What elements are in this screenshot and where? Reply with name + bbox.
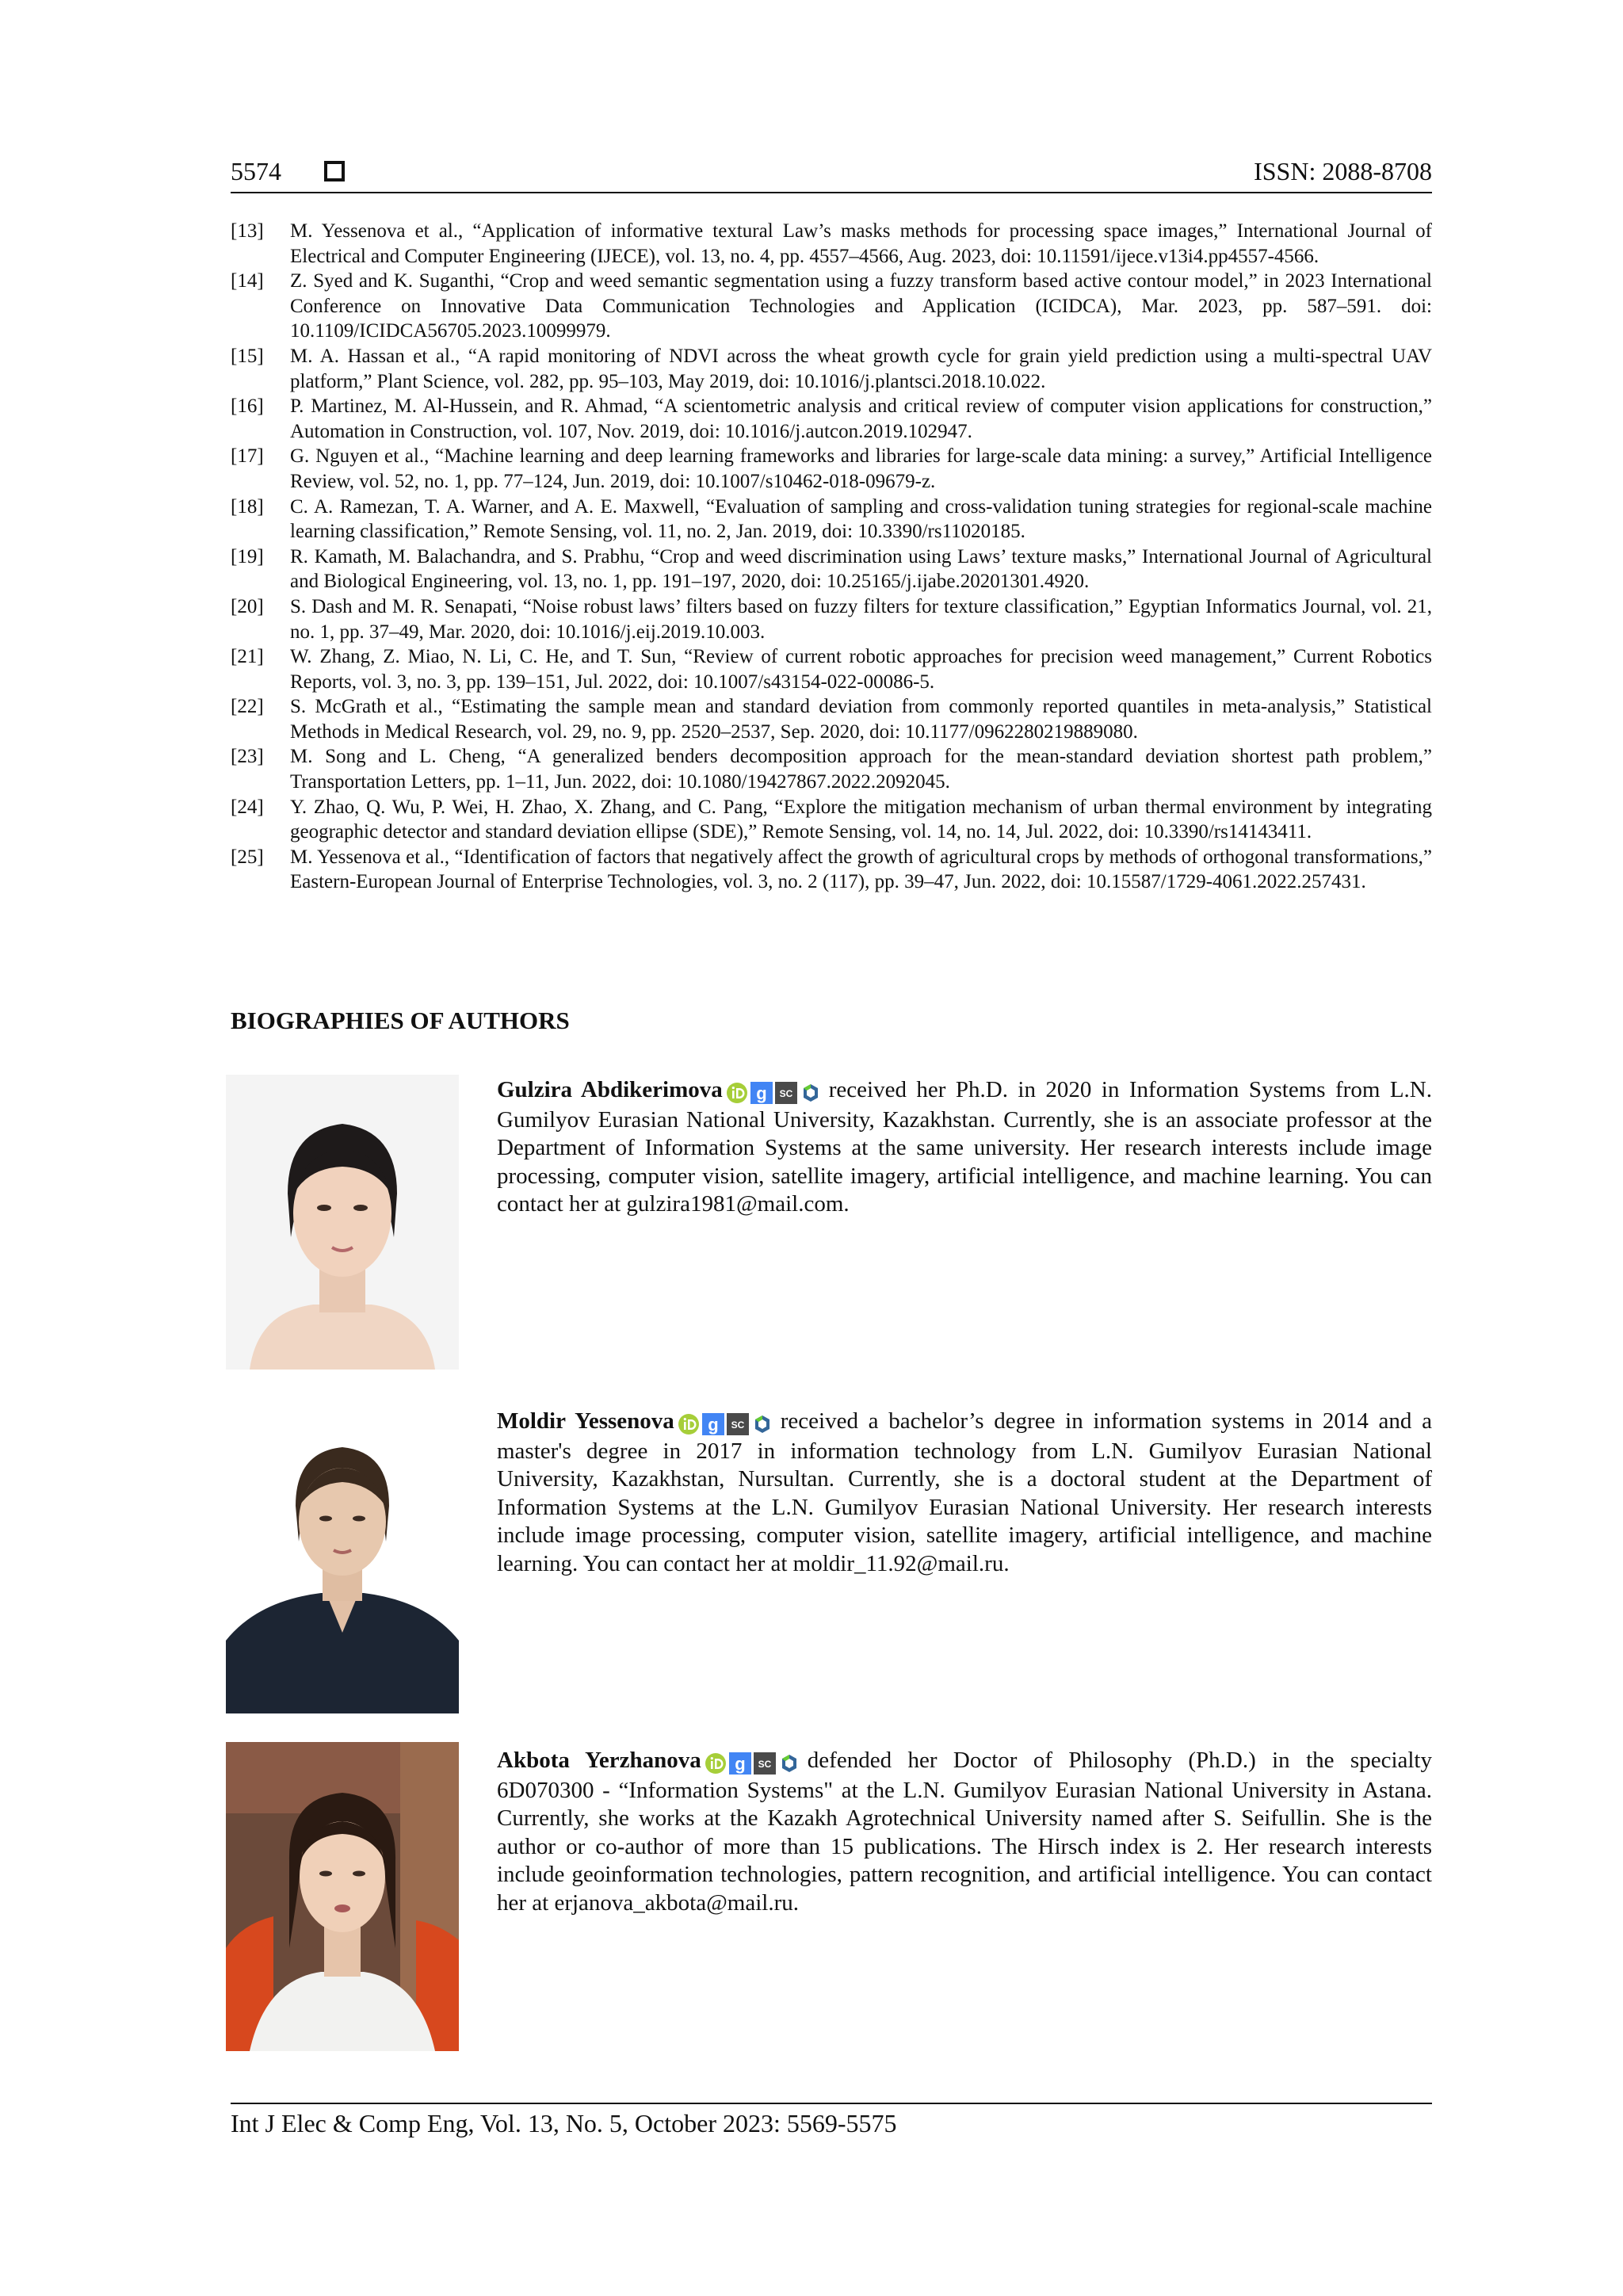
scopus-icon[interactable] — [775, 1082, 797, 1104]
page-header — [231, 154, 1432, 193]
orcid-icon[interactable] — [726, 1082, 748, 1104]
scopus-icon[interactable] — [727, 1413, 749, 1435]
reference-item: [18] C. A. Ramezan, T. A. Warner, and A. E. Maxwell, “Evaluation of sampling and cross-validation tuning strategies for regional-scale machine learning classification,” Remote Sensing, vol. 11, no. 2, Jan. 2019, doi: 10.3390/rs11020185. — [231, 495, 1432, 543]
reference-item: [19] R. Kamath, M. Balachandra, and S. Prabhu, “Crop and weed discrimination using Laws’ texture masks,” International Journal of Agricultural and Biological Engineering, vol. 13, no. 1, pp. 191–197, 2020, doi: 10.25165/j.ijabe.20201301.4920. — [231, 545, 1432, 593]
reference-item: [21] W. Zhang, Z. Miao, N. Li, C. He, and T. Sun, “Review of current robotic approaches for precision weed management,” Current Robotics Reports, vol. 3, no. 3, pp. 139–151, Jul. 2022, doi: 10.1007/s43154-022-00086-5. — [231, 646, 1432, 693]
svg-text:g: g — [708, 1415, 719, 1435]
author-bio-text — [497, 1747, 1432, 1917]
reference-item: [22] S. McGrath et al., “Estimating the sample mean and standard deviation from commonly reported quantiles in meta-analysis,” Statistical Methods in Medical Research, vol. 29, no. 9, pp. 2520–2537, Sep. 2020, doi: 10.1177/0962280219889080. — [231, 696, 1432, 743]
profile-icons — [678, 1409, 776, 1438]
scopus-icon[interactable] — [754, 1752, 776, 1775]
author-bio-body: defended her Doctor of Philosophy (Ph.D.) in the specialty 6D070300 - “Information Systems" at the L.N. Gumilyov Eurasian National University in Astana. Currently, she works at the Kazakh Agrotechnical University named after S. Seifullin. She is the author or co-author of more than 15 publications. The Hirsch index is 2. Her research interests include geoinformation technologies, pattern recognition, and artificial intelligence. You can contact her at erjanova_akbota@mail.ru. — [497, 1748, 1432, 1916]
author-photo — [226, 1403, 459, 1713]
author-name: Moldir Yessenova — [497, 1408, 674, 1434]
reference-list — [231, 219, 1432, 895]
svg-text:g: g — [735, 1754, 746, 1775]
profile-icons — [705, 1748, 803, 1777]
svg-text:SC: SC — [731, 1419, 745, 1431]
google-scholar-icon[interactable] — [702, 1413, 724, 1435]
reference-item: [24] Y. Zhao, Q. Wu, P. Wei, H. Zhao, X. Zhang, and C. Pang, “Explore the mitigation mechanism of urban thermal environment by integrating geographic detector and standard deviation ellipse (SDE),” Remote Sensing, vol. 14, no. 14, Jul. 2022, doi: 10.3390/rs14143411. — [231, 796, 1432, 843]
author-bio-body: received a bachelor’s degree in information systems in 2014 and a master's degree in 2017 in information technology from L.N. Gumilyov Eurasian National University, Kazakhstan, Nursultan. Currently, she is a doctoral student at the Department of Information Systems at the L.N. Gumilyov Eurasian National University. Her research interests include image processing, computer vision, satellite imagery, artificial intelligence, and machine learning. You can contact her at moldir_11.92@mail.ru. — [497, 1408, 1432, 1576]
profile-icons — [726, 1078, 824, 1106]
orcid-icon[interactable] — [678, 1413, 700, 1435]
author-bio — [226, 1403, 1432, 1720]
reference-item: [14] Z. Syed and K. Suganthi, “Crop and weed semantic segmentation using a fuzzy transform based active contour model,” in 2023 International Conference on Innovative Data Communication Technologies and Application (ICIDCA), Mar. 2023, pp. 587–591. doi: 10.1109/ICIDCA56705.2023.10099979. — [231, 270, 1432, 342]
author-bio — [226, 1742, 1432, 2053]
svg-text:g: g — [756, 1083, 767, 1104]
page-number: 5574 — [231, 157, 281, 185]
orcid-icon[interactable] — [705, 1752, 727, 1775]
author-bio-body: received her Ph.D. in 2020 in Information Systems from L.N. Gumilyov Eurasian National University, Kazakhstan. Currently, she is an associate professor at the Department of Information Systems at the same university. Her research interests include image processing, computer vision, satellite imagery, artificial intelligence, and machine learning. You can contact her at gulzira1981@mail.com. — [497, 1077, 1432, 1217]
author-photo — [226, 1742, 459, 2051]
reference-item: [17] G. Nguyen et al., “Machine learning and deep learning frameworks and libraries for large-scale data mining: a survey,” Artificial Intelligence Review, vol. 52, no. 1, pp. 77–124, Jun. 2019, doi: 10.1007/s10462-018-09679-z. — [231, 445, 1432, 492]
section-title: BIOGRAPHIES OF AUTHORS — [231, 1007, 570, 1034]
google-scholar-icon[interactable] — [750, 1082, 773, 1104]
publons-icon[interactable] — [751, 1413, 773, 1435]
author-name: Akbota Yerzhanova — [497, 1748, 701, 1773]
reference-item: [25] M. Yessenova et al., “Identification of factors that negatively affect the growth of agricultural crops by methods of orthogonal transformations,” Eastern-European Journal of Enterprise Technologies, vol. 3, no. 2 (117), pp. 39–47, Jun. 2022, doi: 10.15587/1729-4061.2022.257431. — [231, 846, 1432, 893]
publons-icon[interactable] — [800, 1082, 822, 1104]
svg-text:SC: SC — [779, 1088, 793, 1100]
square-icon — [324, 161, 345, 181]
author-photo — [226, 1075, 459, 1370]
publons-icon[interactable] — [778, 1752, 800, 1775]
page-footer: Int J Elec & Comp Eng, Vol. 13, No. 5, October 2023: 5569-5575 — [231, 2103, 1432, 2138]
issn: ISSN: 2088-8708 — [1254, 157, 1432, 185]
author-name: Gulzira Abdikerimova — [497, 1077, 723, 1102]
author-bio — [226, 1070, 1432, 1371]
reference-item: [23] M. Song and L. Cheng, “A generalized benders decomposition approach for the mean-standard deviation shortest path problem,” Transportation Letters, pp. 1–11, Jun. 2022, doi: 10.1080/19427867.2022.2092045. — [231, 746, 1432, 793]
author-bio-text — [497, 1408, 1432, 1578]
reference-item: [15] M. A. Hassan et al., “A rapid monitoring of NDVI across the wheat growth cycle for grain yield prediction using a multi-spectral UAV platform,” Plant Science, vol. 282, pp. 95–103, May 2019, doi: 10.1016/j.plantsci.2018.10.022. — [231, 345, 1432, 392]
author-bio-text — [497, 1076, 1432, 1219]
reference-item: [16] P. Martinez, M. Al-Hussein, and R. Ahmad, “A scientometric analysis and critical review of computer vision applications for construction,” Automation in Construction, vol. 107, Nov. 2019, doi: 10.1016/j.autcon.2019.102947. — [231, 395, 1432, 442]
svg-text:SC: SC — [758, 1759, 772, 1771]
reference-item: [13] M. Yessenova et al., “Application of informative textural Law’s masks methods for processing space images,” International Journal of Electrical and Computer Engineering (IJECE), vol. 13, no. 4, pp. 4557–4566, Aug. 2023, doi: 10.11591/ijece.v13i4.pp4557-4566. — [231, 220, 1432, 267]
google-scholar-icon[interactable] — [729, 1752, 751, 1775]
reference-item: [20] S. Dash and M. R. Senapati, “Noise robust laws’ filters based on fuzzy filters for texture classification,” Egyptian Informatics Journal, vol. 21, no. 1, pp. 37–49, Mar. 2020, doi: 10.1016/j.eij.2019.10.003. — [231, 595, 1432, 643]
